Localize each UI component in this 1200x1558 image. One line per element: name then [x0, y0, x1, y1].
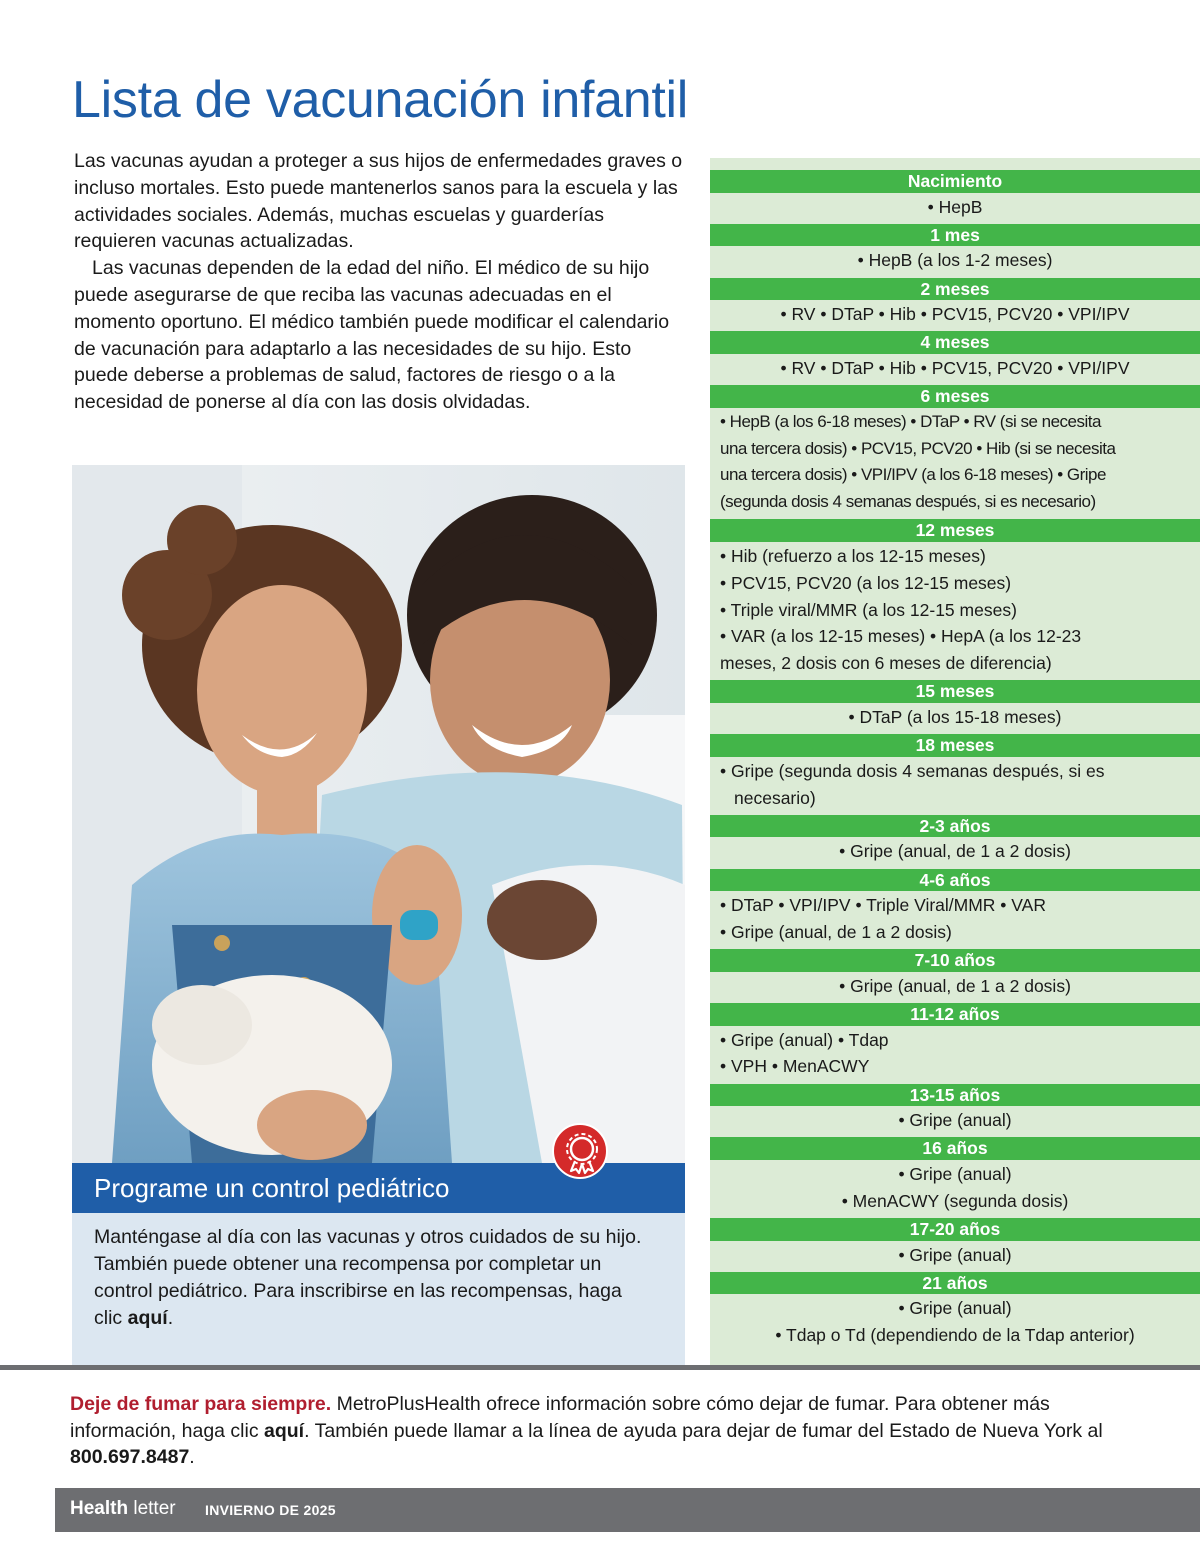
schedule-vaccine-line: (segunda dosis 4 semanas después, si es necesario) — [720, 492, 1096, 512]
schedule-age-header: 4 meses — [710, 331, 1200, 354]
schedule-age-header: 12 meses — [710, 519, 1200, 542]
schedule-vaccine-line: • Gripe (anual) — [898, 1110, 1012, 1131]
schedule-vaccine-line: • HepB — [927, 196, 983, 217]
intro-paragraph-2: Las vacunas dependen de la edad del niño. El médico de su hijo puede asegurarse de que reciba las vacunas adecuadas en el momento oportuno. El médico también puede modificar el calendario de vacunación para adaptarlo a las necesidades de su hijo. Esto puede deberse a problemas de salud, factores de riesgo o a la necesidad de ponerse al día con las dosis olvidadas. — [74, 257, 670, 414]
schedule-vaccine-line: • Gripe (anual) • Tdap — [720, 1029, 889, 1050]
quit-link[interactable]: aquí — [264, 1419, 305, 1442]
schedule-vaccine-line: • Gripe (anual, de 1 a 2 dosis) — [720, 921, 952, 942]
footer-brand — [70, 1498, 176, 1520]
schedule-age-header: 16 años — [710, 1137, 1200, 1160]
schedule-vaccine-line: • Tdap o Td (dependiendo de la Tdap anterior) — [775, 1325, 1135, 1346]
schedule-vaccine-line: una tercera dosis) • PCV15, PCV20 • Hib (si se necesita — [720, 438, 1116, 458]
quit-text-2: . También puede llamar a la línea de ayuda para dejar de fumar del Estado de Nueva York al — [304, 1419, 1103, 1442]
schedule-age-header: 2 meses — [710, 278, 1200, 301]
schedule-vaccine-line: meses, 2 dosis con 6 meses de diferencia) — [720, 653, 1052, 674]
promo-link[interactable]: aquí — [127, 1307, 168, 1329]
schedule-vaccine-line: • Gripe (anual, de 1 a 2 dosis) — [839, 841, 1071, 862]
intro-text — [74, 148, 684, 416]
schedule-vaccine-line: • VAR (a los 12-15 meses) • HepA (a los 12-23 — [720, 626, 1082, 647]
schedule-vaccine-line: • Gripe (anual) — [898, 1298, 1012, 1319]
schedule-vaccine-line: una tercera dosis) • VPI/IPV (a los 6-18 meses) • Gripe — [720, 465, 1106, 485]
schedule-vaccine-line: • DTaP • VPI/IPV • Triple Viral/MMR • VAR — [720, 895, 1046, 916]
schedule-age-header: 11-12 años — [710, 1003, 1200, 1026]
promo-title: Programe un control pediátrico — [94, 1173, 450, 1203]
quit-text-1: MetroPlusHealth ofrece información sobre cómo dejar de fumar. Para obtener más información, haga clic — [70, 1393, 1050, 1442]
quit-end: . — [189, 1446, 195, 1468]
schedule-vaccine-line: • PCV15, PCV20 (a los 12-15 meses) — [720, 572, 1012, 593]
intro-paragraph-1: Las vacunas ayudan a proteger a sus hijos de enfermedades graves o incluso mortales. Esto puede mantenerlos sanos para la escuela y las actividades sociales. Además, muchas escuelas y guarderías requieren vacunas actualizadas. — [74, 150, 683, 253]
schedule-vaccine-line: • RV • DTaP • Hib • PCV15, PCV20 • VPI/IPV — [780, 304, 1130, 325]
promo-body-end: . — [167, 1307, 174, 1329]
schedule-age-header: 18 meses — [710, 734, 1200, 757]
schedule-age-header: 13-15 años — [710, 1084, 1200, 1107]
quit-lead: Deje de fumar para siempre. — [70, 1393, 332, 1415]
schedule-vaccine-line: • RV • DTaP • Hib • PCV15, PCV20 • VPI/IPV — [780, 357, 1130, 378]
schedule-age-header: 17-20 años — [710, 1218, 1200, 1241]
schedule-vaccine-line: necesario) — [734, 787, 816, 808]
schedule-age-header: 7-10 años — [710, 949, 1200, 972]
footer-issue: INVIERNO DE 2025 — [205, 1502, 336, 1518]
schedule-age-header: 2-3 años — [710, 815, 1200, 838]
schedule-vaccine-line: • Gripe (anual) — [898, 1163, 1012, 1184]
promo-body-text: Manténgase al día con las vacunas y otros cuidados de su hijo. También puede obtener una recompensa por completar un control pediátrico. Para inscribirse en las recompensas, haga clic — [94, 1226, 642, 1329]
section-divider — [0, 1365, 1200, 1370]
schedule-age-header: 4-6 años — [710, 869, 1200, 892]
promo-body — [94, 1224, 654, 1332]
quit-phone: 800.697.8487 — [70, 1446, 190, 1468]
schedule-vaccine-line: • Hib (refuerzo a los 12-15 meses) — [720, 545, 986, 566]
page-title: Lista de vacunación infantil — [72, 71, 689, 129]
schedule-vaccine-line: • HepB (a los 6-18 meses) • DTaP • RV (si se necesita — [720, 411, 1101, 431]
promo-panel — [72, 1213, 685, 1365]
schedule-vaccine-line: • Gripe (anual, de 1 a 2 dosis) — [839, 975, 1071, 996]
schedule-vaccine-line: • VPH • MenACWY — [720, 1056, 870, 1077]
schedule-age-header: Nacimiento — [710, 170, 1200, 193]
doctor-child-photo — [72, 465, 685, 1163]
schedule-vaccine-line: • MenACWY (segunda dosis) — [841, 1190, 1069, 1211]
footer-brand-bold: Health — [70, 1498, 129, 1519]
quit-smoking-note — [70, 1391, 1160, 1471]
schedule-age-header: 1 mes — [710, 224, 1200, 247]
schedule-vaccine-line: • Gripe (segunda dosis 4 semanas después, si es — [720, 760, 1105, 781]
footer-brand-rest: letter — [128, 1498, 176, 1519]
schedule-vaccine-line: • HepB (a los 1-2 meses) — [857, 250, 1053, 271]
vaccine-schedule — [710, 158, 1200, 1365]
schedule-vaccine-line: • DTaP (a los 15-18 meses) — [848, 706, 1062, 727]
award-ribbon-icon — [552, 1123, 608, 1179]
footer-bar — [55, 1488, 1200, 1532]
schedule-age-header: 21 años — [710, 1272, 1200, 1295]
schedule-vaccine-line: • Gripe (anual) — [898, 1244, 1012, 1265]
schedule-age-header: 6 meses — [710, 385, 1200, 408]
schedule-vaccine-line: • Triple viral/MMR (a los 12-15 meses) — [720, 599, 1017, 620]
schedule-age-header: 15 meses — [710, 680, 1200, 703]
